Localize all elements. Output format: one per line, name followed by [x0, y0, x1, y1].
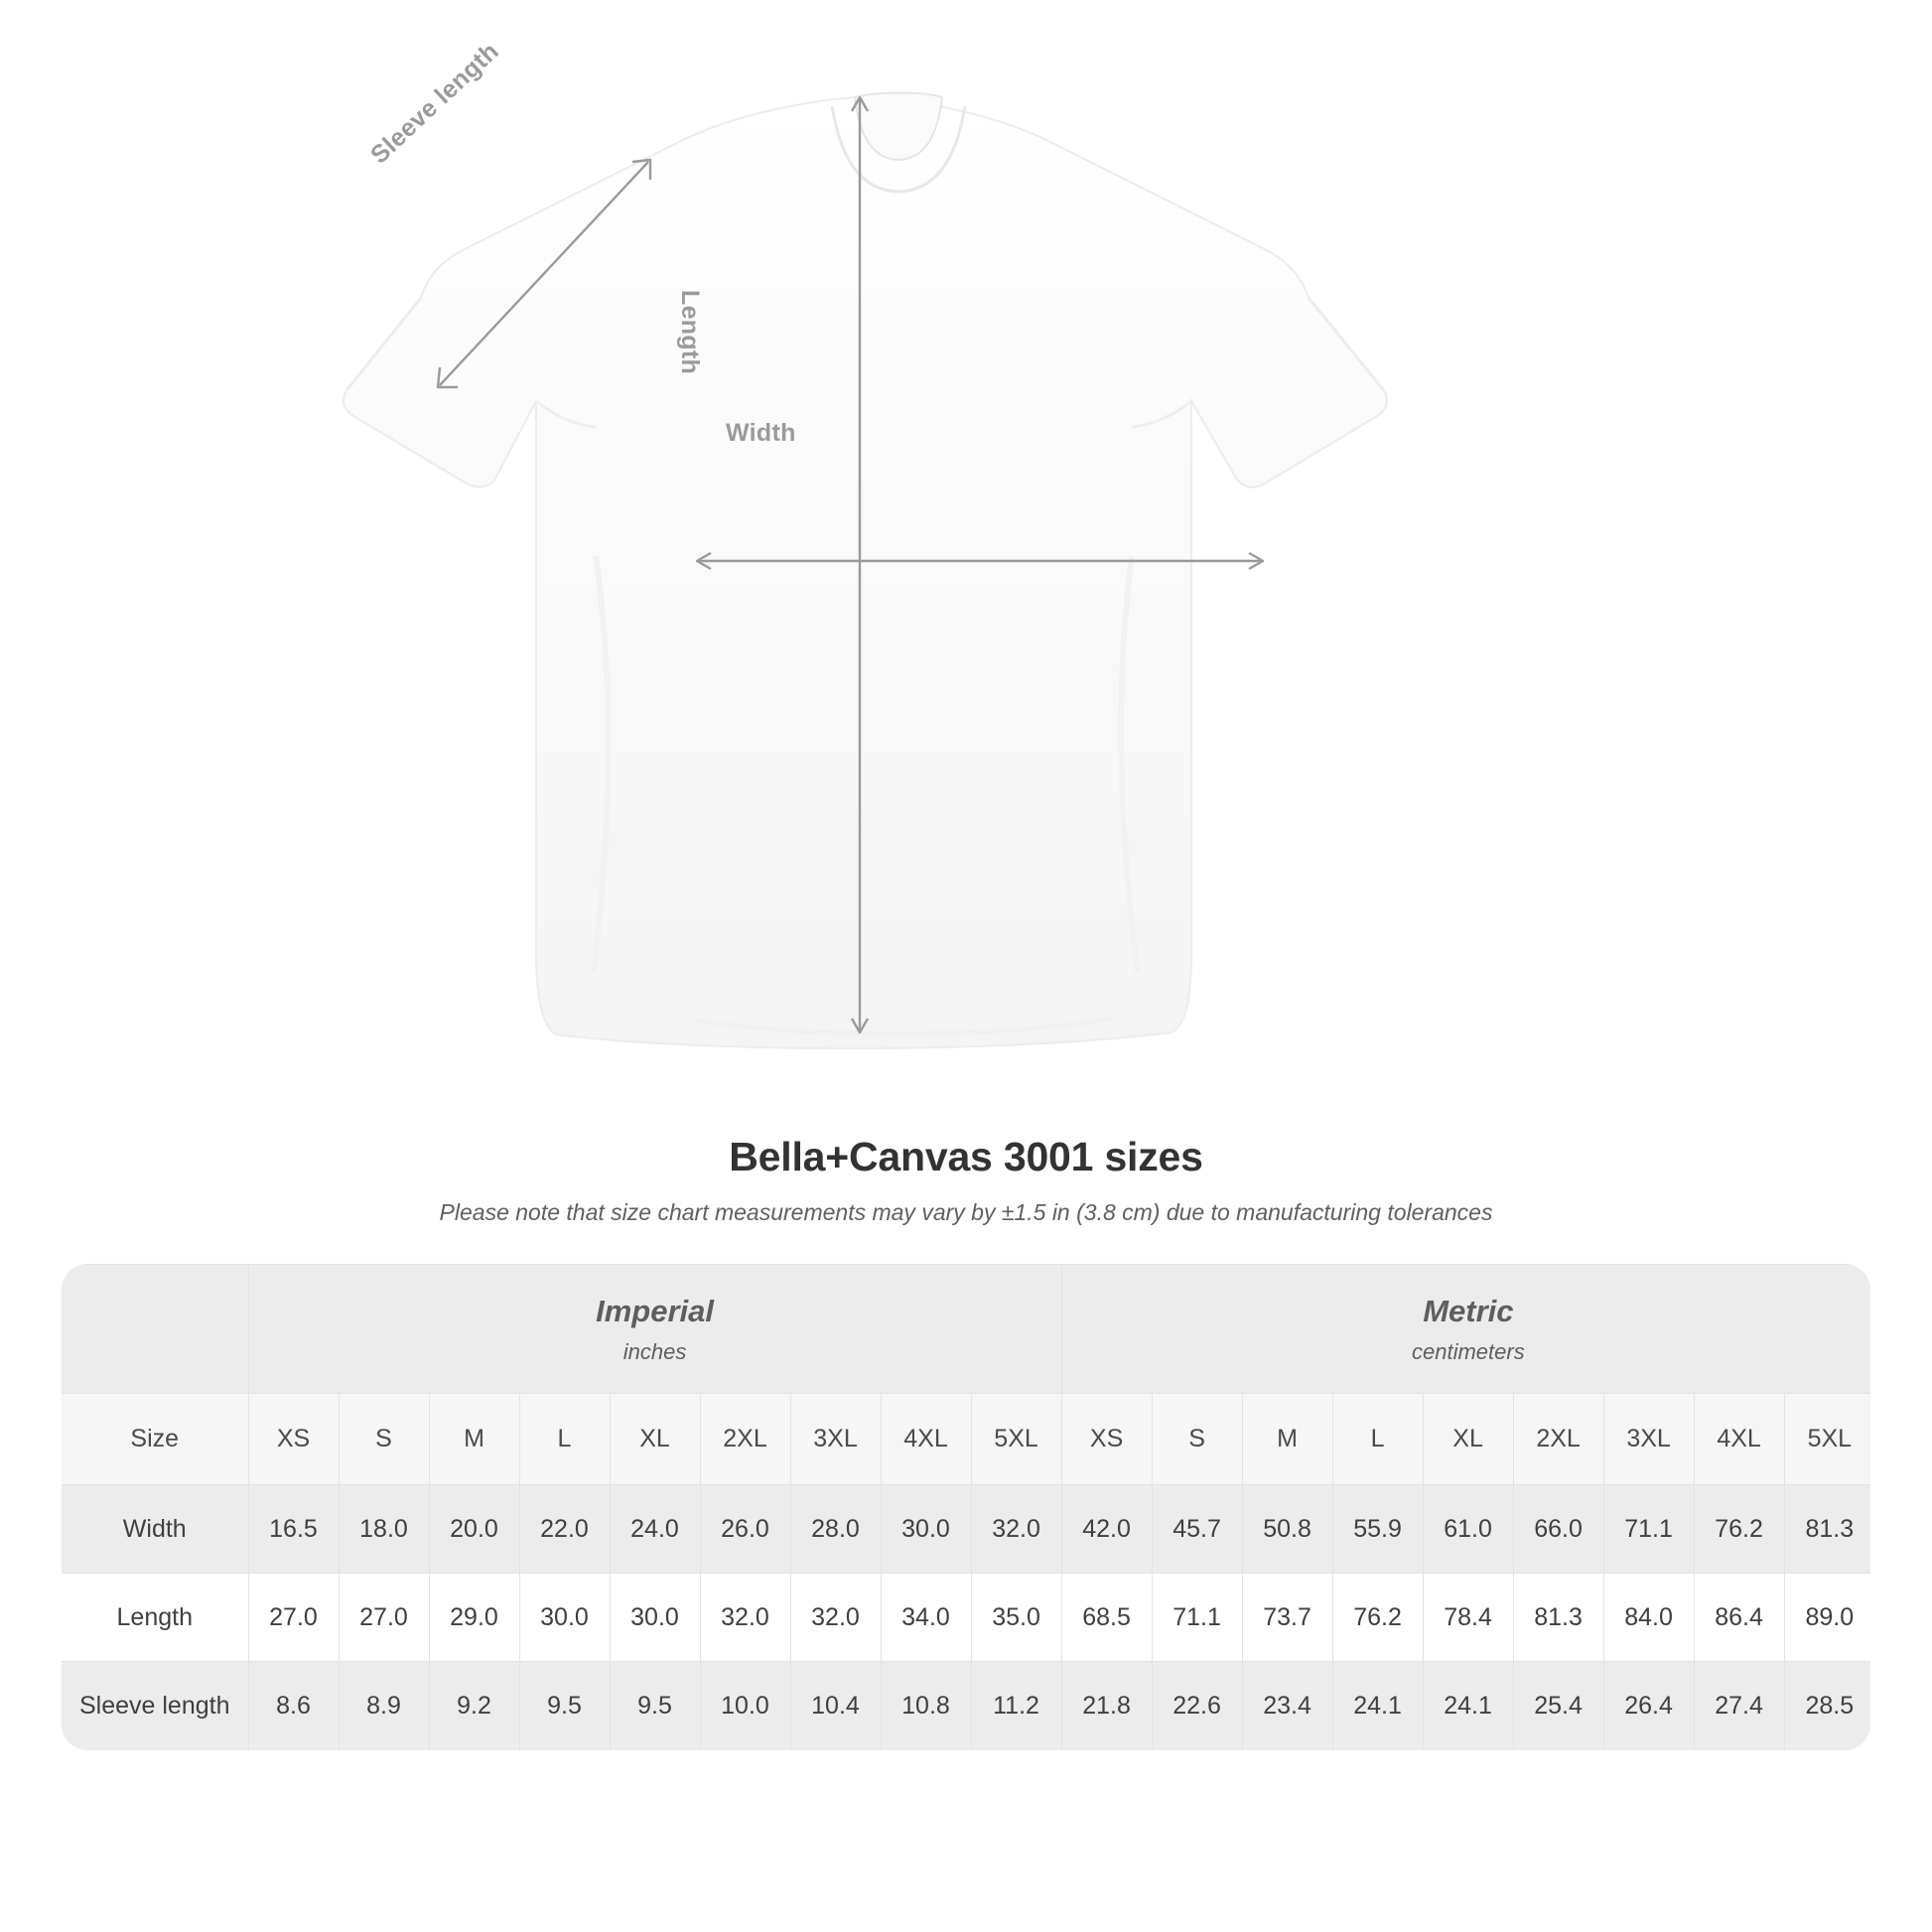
- sleeve-length-annotation: Sleeve length: [365, 37, 504, 170]
- cell: 68.5: [1061, 1574, 1152, 1662]
- length-annotation: Length: [676, 290, 704, 375]
- cell: 71.1: [1603, 1485, 1694, 1574]
- size-header-cell: L: [1332, 1394, 1423, 1485]
- size-header-cell: 4XL: [1694, 1394, 1784, 1485]
- cell: 76.2: [1332, 1574, 1423, 1662]
- table-row: [62, 1662, 1870, 1750]
- cell: 50.8: [1242, 1485, 1332, 1574]
- tolerance-note: Please note that size chart measurements may vary by ±1.5 in (3.8 cm) due to manufacturing tolerances: [439, 1199, 1493, 1225]
- metric-unit: centimeters: [1411, 1338, 1525, 1364]
- cell: 23.4: [1242, 1662, 1332, 1750]
- size-header-cell: 5XL: [1784, 1394, 1870, 1485]
- cell: 10.0: [700, 1662, 790, 1750]
- cell: 16.5: [248, 1485, 339, 1574]
- cell: 24.1: [1332, 1662, 1423, 1750]
- cell: 24.1: [1423, 1662, 1513, 1750]
- cell: 27.0: [248, 1574, 339, 1662]
- cell: 34.0: [881, 1574, 971, 1662]
- size-header-label: Size: [62, 1394, 248, 1485]
- unit-system-header-row: [62, 1265, 1870, 1394]
- cell: 10.4: [790, 1662, 881, 1750]
- size-header-cell: 3XL: [790, 1394, 881, 1485]
- size-header-cell: 3XL: [1603, 1394, 1694, 1485]
- size-header-row: [62, 1394, 1870, 1485]
- cell: 61.0: [1423, 1485, 1513, 1574]
- page-title: Bella+Canvas 3001 sizes: [729, 1134, 1203, 1179]
- cell: 55.9: [1332, 1485, 1423, 1574]
- table-row: [62, 1574, 1870, 1662]
- cell: 20.0: [429, 1485, 519, 1574]
- size-header-cell: M: [429, 1394, 519, 1485]
- cell: 26.4: [1603, 1662, 1694, 1750]
- size-header-cell: XS: [248, 1394, 339, 1485]
- cell: 28.0: [790, 1485, 881, 1574]
- size-header-cell: XL: [610, 1394, 700, 1485]
- cell: 24.0: [610, 1485, 700, 1574]
- size-header-cell: XL: [1423, 1394, 1513, 1485]
- size-table: [62, 1264, 1870, 1750]
- unit-header-spacer: [62, 1265, 248, 1394]
- cell: 78.4: [1423, 1574, 1513, 1662]
- cell: 8.6: [248, 1662, 339, 1750]
- size-header-cell: 2XL: [1513, 1394, 1603, 1485]
- cell: 84.0: [1603, 1574, 1694, 1662]
- cell: 8.9: [339, 1662, 429, 1750]
- cell: 28.5: [1784, 1662, 1870, 1750]
- cell: 9.2: [429, 1662, 519, 1750]
- cell: 32.0: [790, 1574, 881, 1662]
- cell: 27.0: [339, 1574, 429, 1662]
- row-label-width: Width: [62, 1485, 248, 1574]
- size-header-cell: 5XL: [971, 1394, 1061, 1485]
- cell: 71.1: [1152, 1574, 1242, 1662]
- row-label-length: Length: [62, 1574, 248, 1662]
- cell: 81.3: [1784, 1485, 1870, 1574]
- table-row: [62, 1485, 1870, 1574]
- cell: 42.0: [1061, 1485, 1152, 1574]
- cell: 86.4: [1694, 1574, 1784, 1662]
- cell: 45.7: [1152, 1485, 1242, 1574]
- cell: 10.8: [881, 1662, 971, 1750]
- imperial-label: Imperial: [596, 1293, 714, 1328]
- tshirt-shape: [344, 93, 1387, 1049]
- cell: 18.0: [339, 1485, 429, 1574]
- cell: 30.0: [610, 1574, 700, 1662]
- row-label-sleeve-length: Sleeve length: [62, 1662, 248, 1750]
- heading-block: [0, 1134, 1932, 1226]
- cell: 32.0: [971, 1485, 1061, 1574]
- cell: 25.4: [1513, 1662, 1603, 1750]
- cell: 66.0: [1513, 1485, 1603, 1574]
- cell: 35.0: [971, 1574, 1061, 1662]
- cell: 30.0: [519, 1574, 610, 1662]
- cell: 81.3: [1513, 1574, 1603, 1662]
- cell: 21.8: [1061, 1662, 1152, 1750]
- width-annotation: Width: [726, 419, 796, 447]
- cell: 9.5: [610, 1662, 700, 1750]
- size-header-cell: 4XL: [881, 1394, 971, 1485]
- size-header-cell: S: [339, 1394, 429, 1485]
- cell: 89.0: [1784, 1574, 1870, 1662]
- size-header-cell: S: [1152, 1394, 1242, 1485]
- cell: 26.0: [700, 1485, 790, 1574]
- size-header-cell: 2XL: [700, 1394, 790, 1485]
- size-header-cell: XS: [1061, 1394, 1152, 1485]
- imperial-unit: inches: [622, 1338, 687, 1364]
- cell: 22.6: [1152, 1662, 1242, 1750]
- cell: 27.4: [1694, 1662, 1784, 1750]
- cell: 22.0: [519, 1485, 610, 1574]
- size-table-wrapper: [62, 1264, 1870, 1750]
- cell: 32.0: [700, 1574, 790, 1662]
- cell: 73.7: [1242, 1574, 1332, 1662]
- size-header-cell: L: [519, 1394, 610, 1485]
- size-header-cell: M: [1242, 1394, 1332, 1485]
- cell: 30.0: [881, 1485, 971, 1574]
- metric-label: Metric: [1423, 1293, 1514, 1328]
- unit-group-metric: [1061, 1265, 1870, 1394]
- unit-group-imperial: [248, 1265, 1061, 1394]
- cell: 29.0: [429, 1574, 519, 1662]
- cell: 9.5: [519, 1662, 610, 1750]
- cell: 76.2: [1694, 1485, 1784, 1574]
- cell: 11.2: [971, 1662, 1061, 1750]
